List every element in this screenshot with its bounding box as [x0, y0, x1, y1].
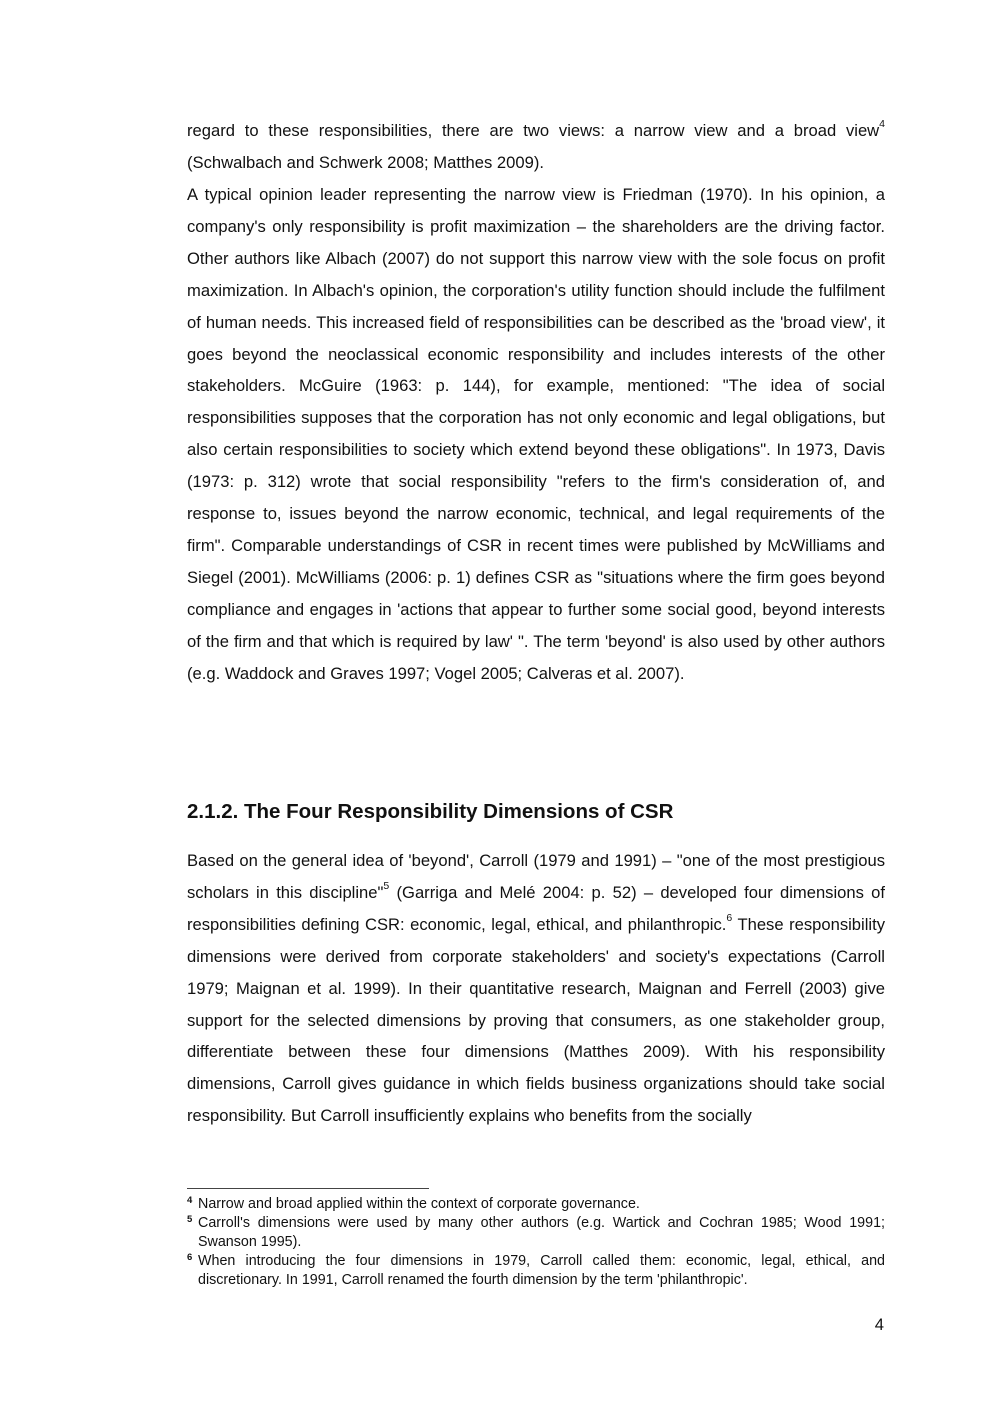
footnote-number: 5 — [187, 1214, 193, 1225]
footnote-ref-5[interactable]: 5 — [383, 880, 390, 893]
footnote-ref-4[interactable]: 4 — [879, 118, 885, 131]
footnote-divider — [187, 1188, 429, 1189]
paragraph-intro-text: regard to these responsibilities, there are two views: a narrow view and a broad view — [187, 121, 880, 140]
footnote-5 — [187, 1214, 885, 1252]
footnote-text: Carroll's dimensions were used by many other authors (e.g. Wartick and Cochran 1985; Wood 1991; Swanson 1995). — [198, 1215, 885, 1250]
footnote-ref-6[interactable]: 6 — [726, 912, 733, 925]
paragraph-intro — [187, 115, 885, 179]
paragraph-four-dimensions-part1: Based on the general idea of 'beyond', Carroll (1979 and 1991) – "one of the most prestigious scholars in this discipline" — [187, 851, 885, 902]
footnote-4 — [187, 1195, 885, 1214]
footnote-number: 6 — [187, 1252, 193, 1263]
footnote-6 — [187, 1252, 885, 1290]
paragraph-four-dimensions — [187, 845, 885, 1132]
footnote-text: When introducing the four dimensions in 1979, Carroll called them: economic, legal, ethical, and discretionary. In 1991, Carroll renamed the fourth dimension by the term 'philanthropic'. — [198, 1253, 885, 1288]
section-heading: 2.1.2. The Four Responsibility Dimensions of CSR — [187, 800, 674, 823]
paragraph-narrow-broad-view: A typical opinion leader representing the narrow view is Friedman (1970). In his opinion, a company's only responsibility is profit maximization – the shareholders are the driving factor. Other authors like Albach (2007) do not support this narrow view with the sole focus on profit maximization. In Albach's opinion, the corporation's utility function should include the fulfilment of human needs. This increased field of responsibilities can be described as the 'broad view', it goes beyond the neoclassical economic responsibility and includes interests of the other stakeholders. McGuire (1963: p. 144), for example, mentioned: "The idea of social responsibilities supposes that the corporation has not only economic and legal obligations, but also certain responsibilities to society which extend beyond these obligations". In 1973, Davis (1973: p. 312) wrote that social responsibility "refers to the firm's consideration of, and response to, issues beyond the narrow economic, technical, and legal requirements of the firm". Comparable understandings of CSR in recent times were published by McWilliams and Siegel (2001). McWilliams (2006: p. 1) defines CSR as "situations where the firm goes beyond compliance and engages in 'actions that appear to further some social good, beyond interests of the firm and that which is required by law' ". The term 'beyond' is also used by other authors (e.g. Waddock and Graves 1997; Vogel 2005; Calveras et al. 2007). — [187, 185, 885, 683]
paragraph-four-dimensions-part3: These responsibility dimensions were derived from corporate stakeholders' and society's expectations (Carroll 1979; Maignan et al. 1999). In their quantitative research, Maignan and Ferrell (2003) give support for the selected dimensions by proving that consumers, as one stakeholder group, differentiate between these four dimensions (Matthes 2009). With his responsibility dimensions, Carroll gives guidance in which fields business organizations should take social responsibility. But Carroll insufficiently explains who benefits from the socially — [187, 914, 885, 1126]
paragraph-four-dimensions-part2: (Garriga and Melé 2004: p. 52) – developed four dimensions of responsibilities defining CSR: economic, legal, ethical, and philanthropic. — [187, 882, 885, 934]
page-number: 4 — [874, 1315, 884, 1334]
footnotes-list — [187, 1195, 885, 1290]
paragraph-intro-citation: (Schwalbach and Schwerk 2008; Matthes 2009). — [187, 152, 544, 172]
footnote-number: 4 — [187, 1195, 193, 1206]
footnote-text: Narrow and broad applied within the context of corporate governance. — [198, 1196, 640, 1212]
